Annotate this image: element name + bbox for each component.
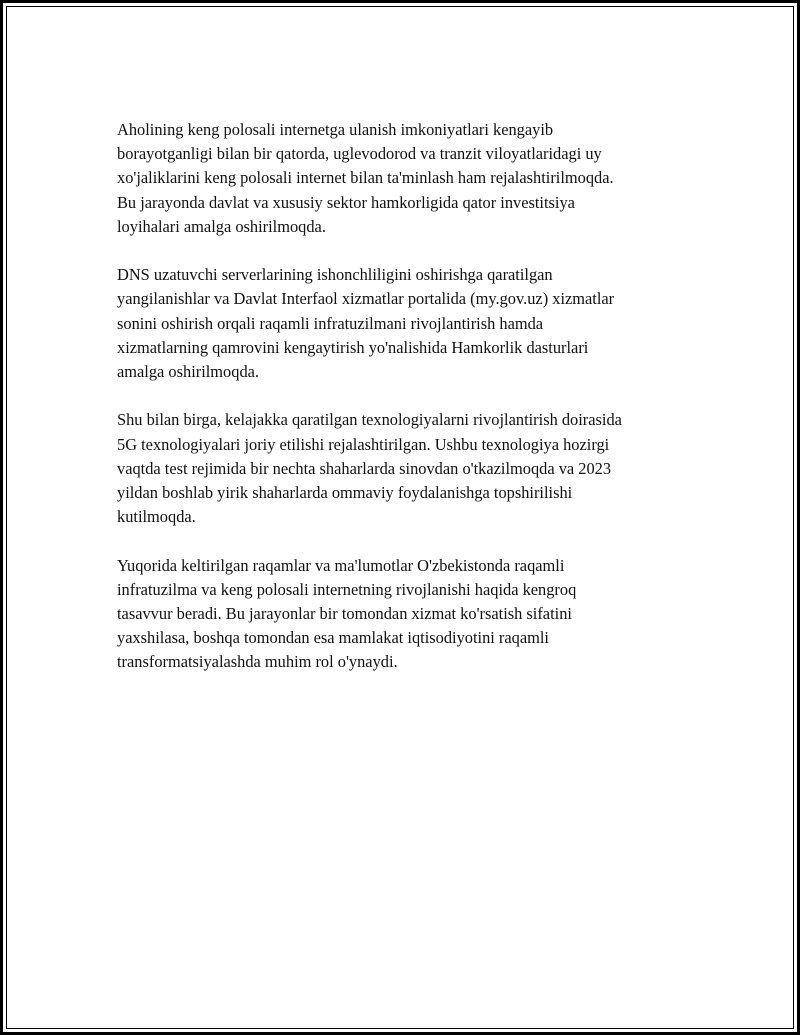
- paragraph-conclusion: Yuqorida keltirilgan raqamlar va ma'lumotlar O'zbekistonda raqamli infratuzilma va keng polosali internetning rivojlanishi haqida kengroq tasavvur beradi. Bu jarayonlar bir tomondan xizmat ko'rsatish sifatini yaxshilasa, boshqa tomondan esa mamlakat iqtisodiyotini raqamli transformatsiyalashda muhim rol o'ynaydi.: [117, 555, 577, 672]
- document-body: [117, 118, 697, 699]
- paragraph-broadband-households: Aholining keng polosali internetga ulanish imkoniyatlari kengayib borayotganligi bilan bir qatorda, uglevodorod va tranzit viloyatlaridagi uy xo'jaliklarini keng polosali internet bilan ta'minlash ham rejalashtirilmoqda. Bu jarayonda davlat va xususiy sektor hamkorligida qator investitsiya loyihalari amalga oshirilmoqda.: [117, 120, 614, 236]
- paragraph-5g-technologies: Shu bilan birga, kelajakka qaratilgan texnologiyalarni rivojlantirish doirasida 5G texnologiyalari joriy etilishi rejalashtirilgan. Ushbu texnologiya hozirgi vaqtda test rejimida bir nechta shaharlarda sinovdan o'tkazilmoqda va 2023 yildan boshlab yirik shaharlarda ommaviy foydalanishga topshirilishi kutilmoqda.: [117, 410, 622, 527]
- paragraph-dns-servers: DNS uzatuvchi serverlarining ishonchliligini oshirishga qaratilgan yangilanishlar va Davlat Interfaol xizmatlar portalida (my.gov.uz) xizmatlar sonini oshirish orqali raqamli infratuzilmani rivojlantirish hamda xizmatlarning qamrovini kengaytirish yo'nalishida Hamkorlik dasturlari amalga oshirilmoqda.: [117, 265, 615, 382]
